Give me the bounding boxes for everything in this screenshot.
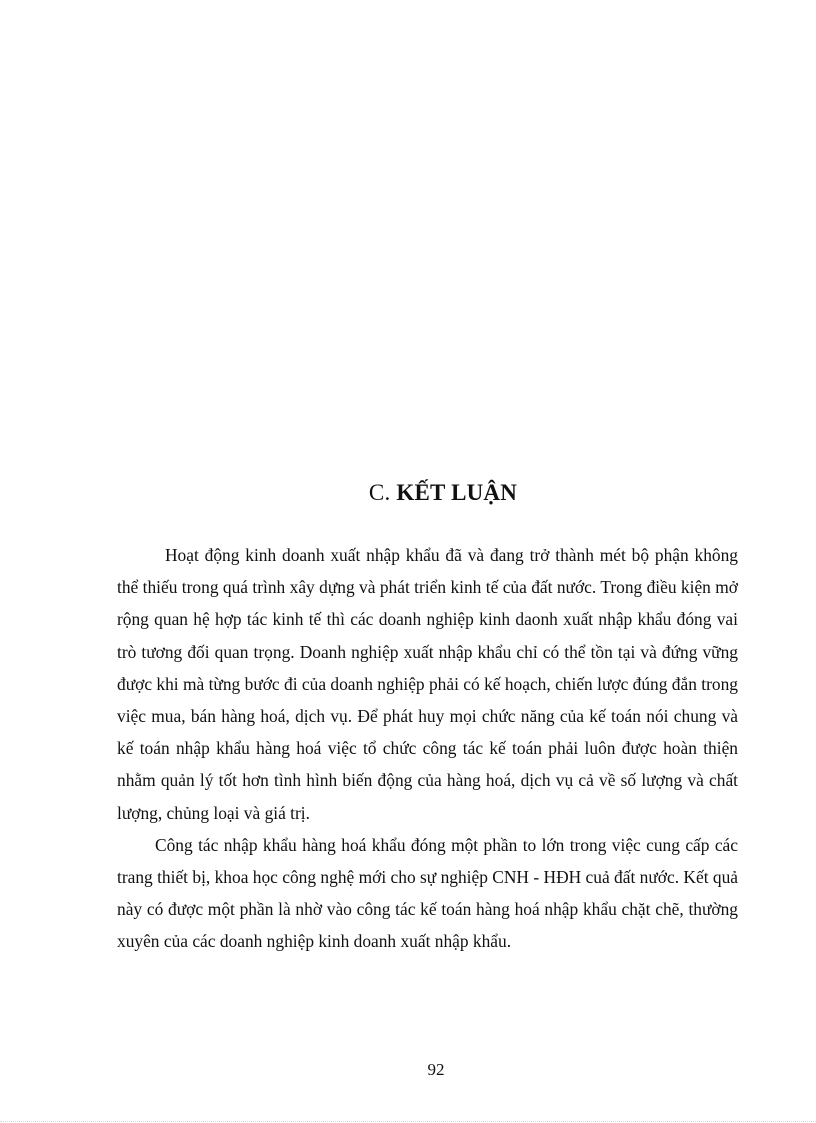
page-number: 92 xyxy=(427,1060,445,1079)
section-letter: C. xyxy=(368,480,391,505)
section-title: KẾT LUẬN xyxy=(396,480,518,505)
section-heading xyxy=(0,480,816,506)
body-text xyxy=(117,539,738,958)
paragraph: Công tác nhập khẩu hàng hoá khẩu đóng một phần to lớn trong việc cung cấp các trang thiết bị, khoa học công nghệ mới cho sự nghiệp CNH - HĐH cuả đất nước. Kết quả này có được một phần là nhờ vào công tác kế toán hàng hoá nhập khẩu chặt chẽ, thường xuyên của các doanh nghiệp kinh doanh xuất nhập khẩu. xyxy=(117,834,738,952)
page-bottom-divider xyxy=(0,1121,816,1122)
paragraph: Hoạt động kinh doanh xuất nhập khẩu đã và đang trở thành mét bộ phận không thể thiếu trong quá trình xây dựng và phát triển kinh tế của đất nước. Trong điều kiện mở rộng quan hệ hợp tác kinh tế thì các doanh nghiệp kinh daonh xuất nhập khẩu đóng vai trò tương đối quan trọng. Doanh nghiệp xuất nhập khẩu chỉ có thể tồn tại và đứng vững được khi mà từng bước đi của doanh nghiệp phải có kế hoạch, chiến lược đúng đắn trong việc mua, bán hàng hoá, dịch vụ. Để phát huy mọi chức năng của kế toán nói chung và kế toán nhập khẩu hàng hoá việc tổ chức công tác kế toán phải luôn được hoàn thiện nhằm quản lý tốt hơn tình hình biến động của hàng hoá, dịch vụ cả về số lượng và chất lượng, chủng loại và giá trị. xyxy=(117,545,738,823)
